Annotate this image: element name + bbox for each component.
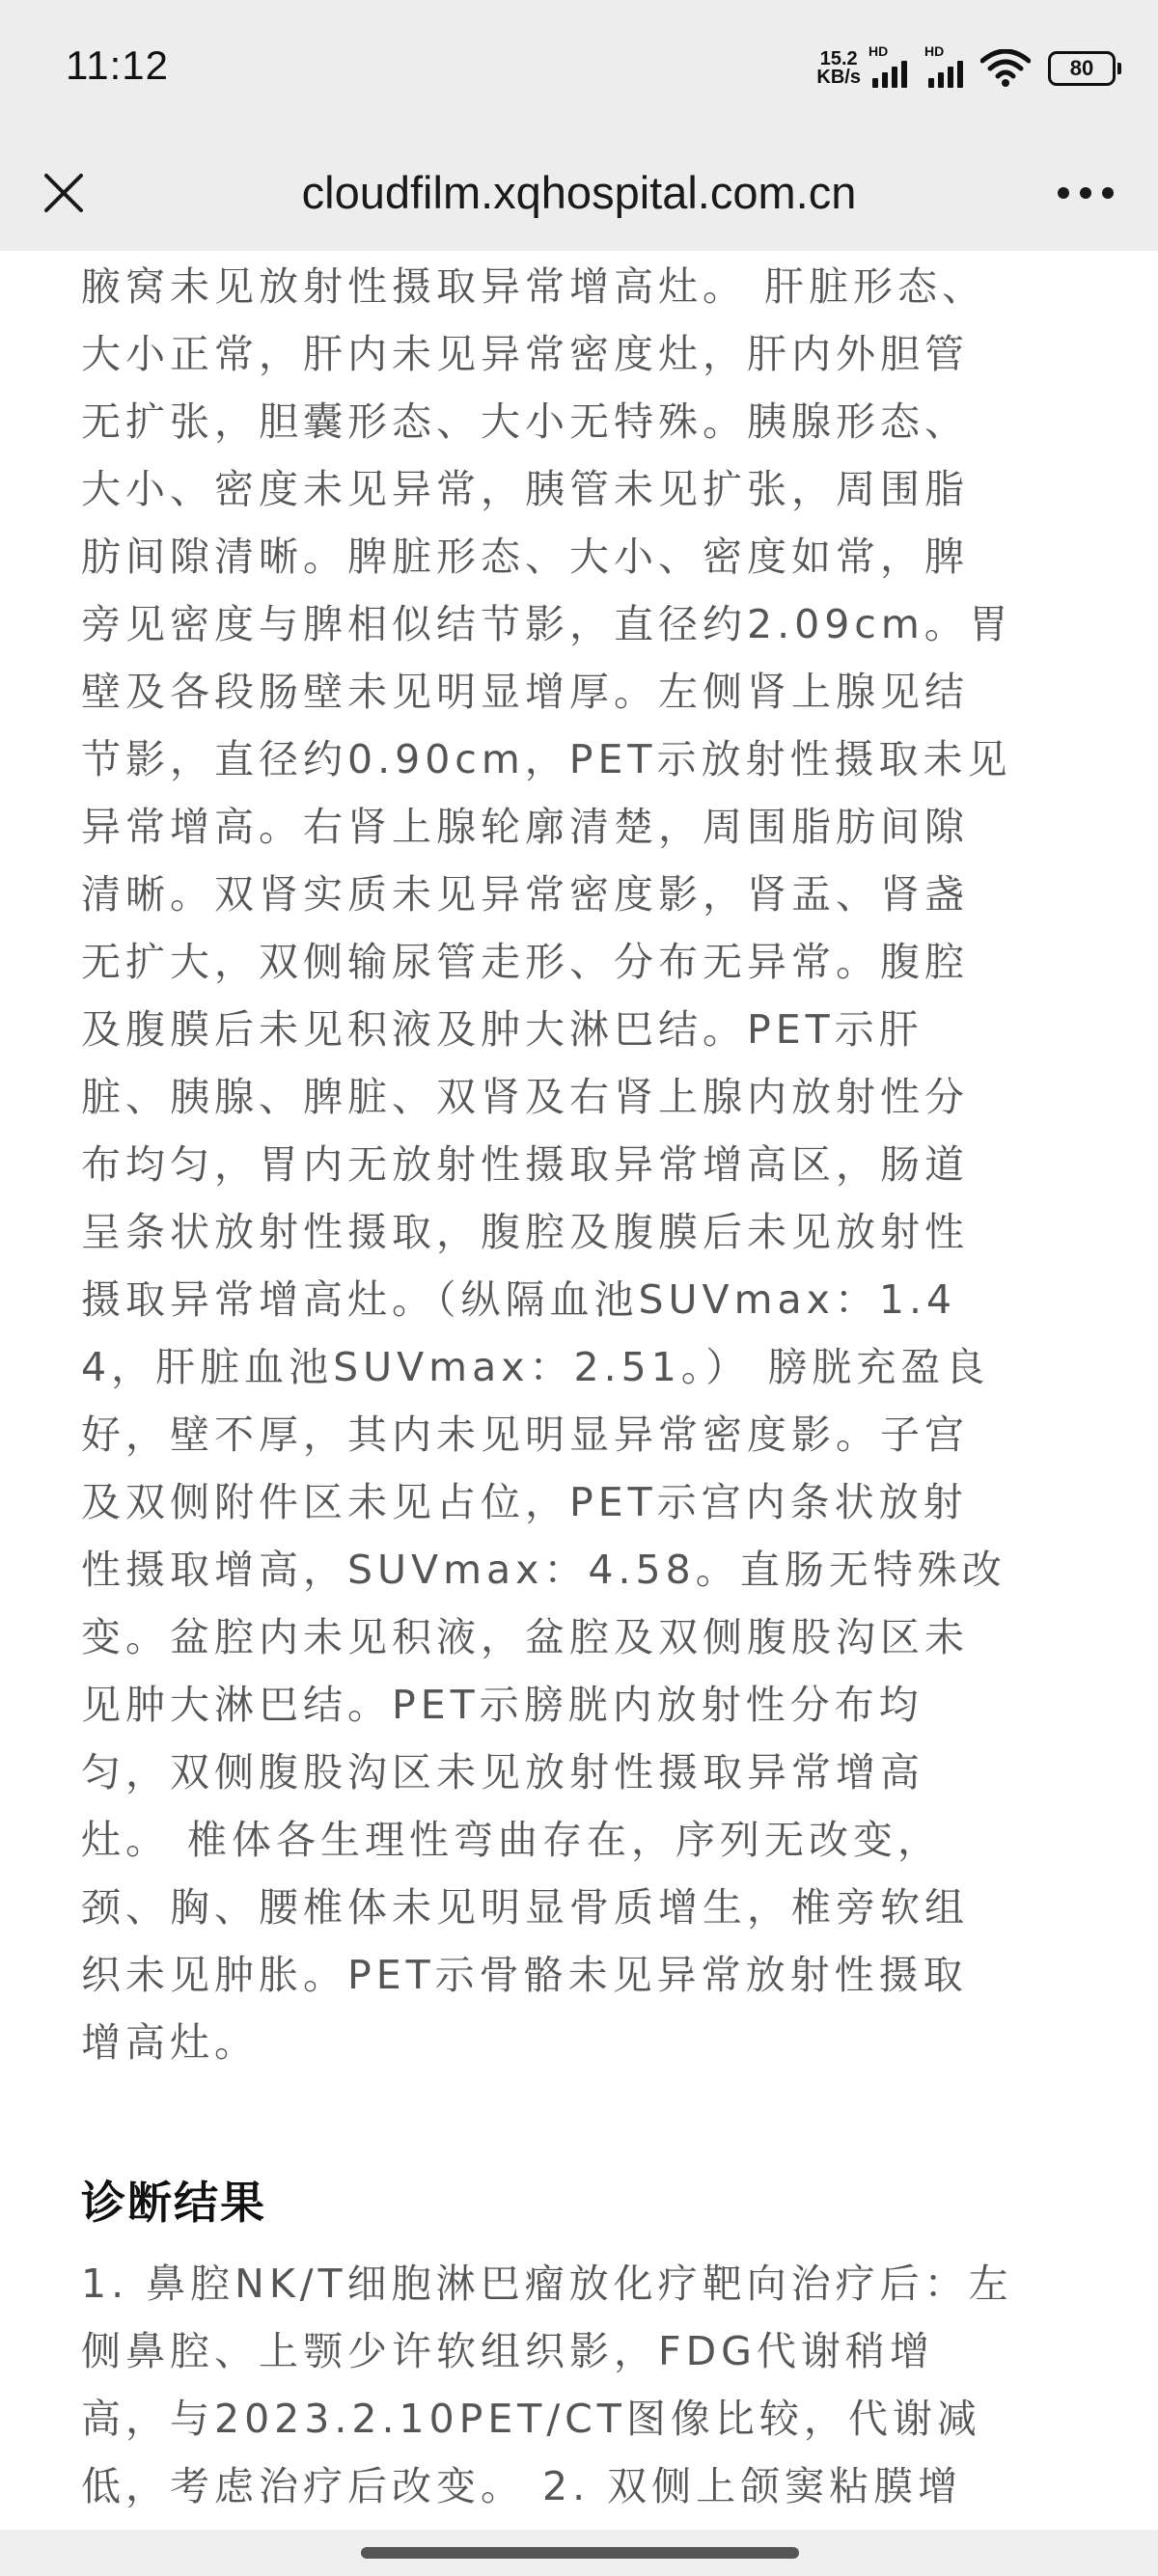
battery-level: 80 xyxy=(1069,56,1094,80)
browser-nav-bar xyxy=(0,135,1158,251)
report-line: 旁见密度与脾相似结节影，直径约2.09cm。胃 xyxy=(81,601,1013,647)
report-line: 摄取异常增高灶。（纵隔血池SUVmax：1.4 xyxy=(81,1276,957,1323)
report-line: 脏、胰腺、脾脏、双肾及右肾上腺内放射性分 xyxy=(81,1074,969,1120)
home-indicator[interactable] xyxy=(361,2547,799,2559)
report-line: 异常增高。右肾上腺轮廓清楚，周围脂肪间隙 xyxy=(81,804,969,850)
diagnosis-heading: 诊断结果 xyxy=(81,2177,266,2229)
signal-sim2-icon xyxy=(924,43,963,88)
report-line: 大小正常，肝内未见异常密度灶，肝内外胆管 xyxy=(81,331,969,377)
diagnosis-line: 侧鼻腔、上颚少许软组织影，FDG代谢稍增 xyxy=(81,2328,934,2374)
report-line: 腋窝未见放射性摄取异常增高灶。 肝脏形态、 xyxy=(81,263,987,310)
report-line: 清晰。双肾实质未见异常密度影，肾盂、肾盏 xyxy=(81,871,969,918)
report-line: 匀，双侧腹股沟区未见放射性摄取异常增高 xyxy=(81,1749,924,1795)
more-dots-icon xyxy=(1057,186,1115,200)
diagnosis-line: 低，考虑治疗后改变。 2. 双侧上颌窦粘膜增 xyxy=(81,2463,963,2509)
report-line: 变。盆腔内未见积液，盆腔及双侧腹股沟区未 xyxy=(81,1614,969,1660)
report-line: 及腹膜后未见积液及肿大淋巴结。PET示肝 xyxy=(81,1006,924,1053)
report-line: 无扩大，双侧输尿管走形、分布无异常。腹腔 xyxy=(81,939,969,985)
report-line: 大小、密度未见异常，胰管未见扩张，周围脂 xyxy=(81,466,969,512)
status-bar xyxy=(0,0,1158,135)
sim2-hd-label: HD xyxy=(924,43,945,59)
report-findings-text xyxy=(81,253,1075,2076)
network-speed-value: 15.2 xyxy=(819,48,858,69)
report-line: 布均匀，胃内无放射性摄取异常增高区，肠道 xyxy=(81,1141,969,1188)
report-line: 增高灶。 xyxy=(81,2019,259,2066)
report-line: 及双侧附件区未见占位，PET示宫内条状放射 xyxy=(81,1479,968,1525)
battery-icon xyxy=(1048,51,1116,86)
report-line: 颈、胸、腰椎体未见明显骨质增生，椎旁软组 xyxy=(81,1884,969,1931)
sim1-hd-label: HD xyxy=(868,43,889,59)
more-options-button[interactable] xyxy=(1042,158,1129,228)
report-line: 无扩张，胆囊形态、大小无特殊。胰腺形态、 xyxy=(81,398,969,445)
report-line: 好，壁不厚，其内未见明显异常密度影。子宫 xyxy=(81,1411,969,1458)
report-line: 节影，直径约0.90cm，PET示放射性摄取未见 xyxy=(81,736,1012,782)
network-speed-unit: KB/s xyxy=(816,67,861,88)
status-icons xyxy=(816,43,1116,91)
report-line: 肪间隙清晰。脾脏形态、大小、密度如常，脾 xyxy=(81,534,969,580)
report-line: 见肿大淋巴结。PET示膀胱内放射性分布均 xyxy=(81,1682,924,1728)
report-line: 性摄取增高，SUVmax：4.58。直肠无特殊改 xyxy=(81,1547,1006,1593)
diagnosis-line: 高，与2023.2.10PET/CT图像比较，代谢减 xyxy=(81,2396,981,2442)
report-line: 灶。 椎体各生理性弯曲存在，序列无改变， xyxy=(81,1817,943,1863)
signal-sim1-icon xyxy=(868,43,907,88)
report-line: 织未见肿胀。PET示骨骼未见异常放射性摄取 xyxy=(81,1952,968,1998)
diagnosis-line: 1. 鼻腔NK/T细胞淋巴瘤放化疗靶向治疗后：左 xyxy=(81,2261,1013,2307)
report-line: 壁及各段肠壁未见明显增厚。左侧肾上腺见结 xyxy=(81,669,969,715)
status-time: 11:12 xyxy=(66,42,169,88)
page-url-title: cloudfilm.xqhospital.com.cn xyxy=(301,167,857,218)
report-line: 4，肝脏血池SUVmax：2.51。） 膀胱充盈良 xyxy=(81,1344,990,1390)
diagnosis-text xyxy=(81,2250,1094,2520)
wifi-icon xyxy=(980,49,1031,88)
report-line: 呈条状放射性摄取，腹腔及腹膜后未见放射性 xyxy=(81,1209,969,1255)
network-speed xyxy=(816,50,861,87)
